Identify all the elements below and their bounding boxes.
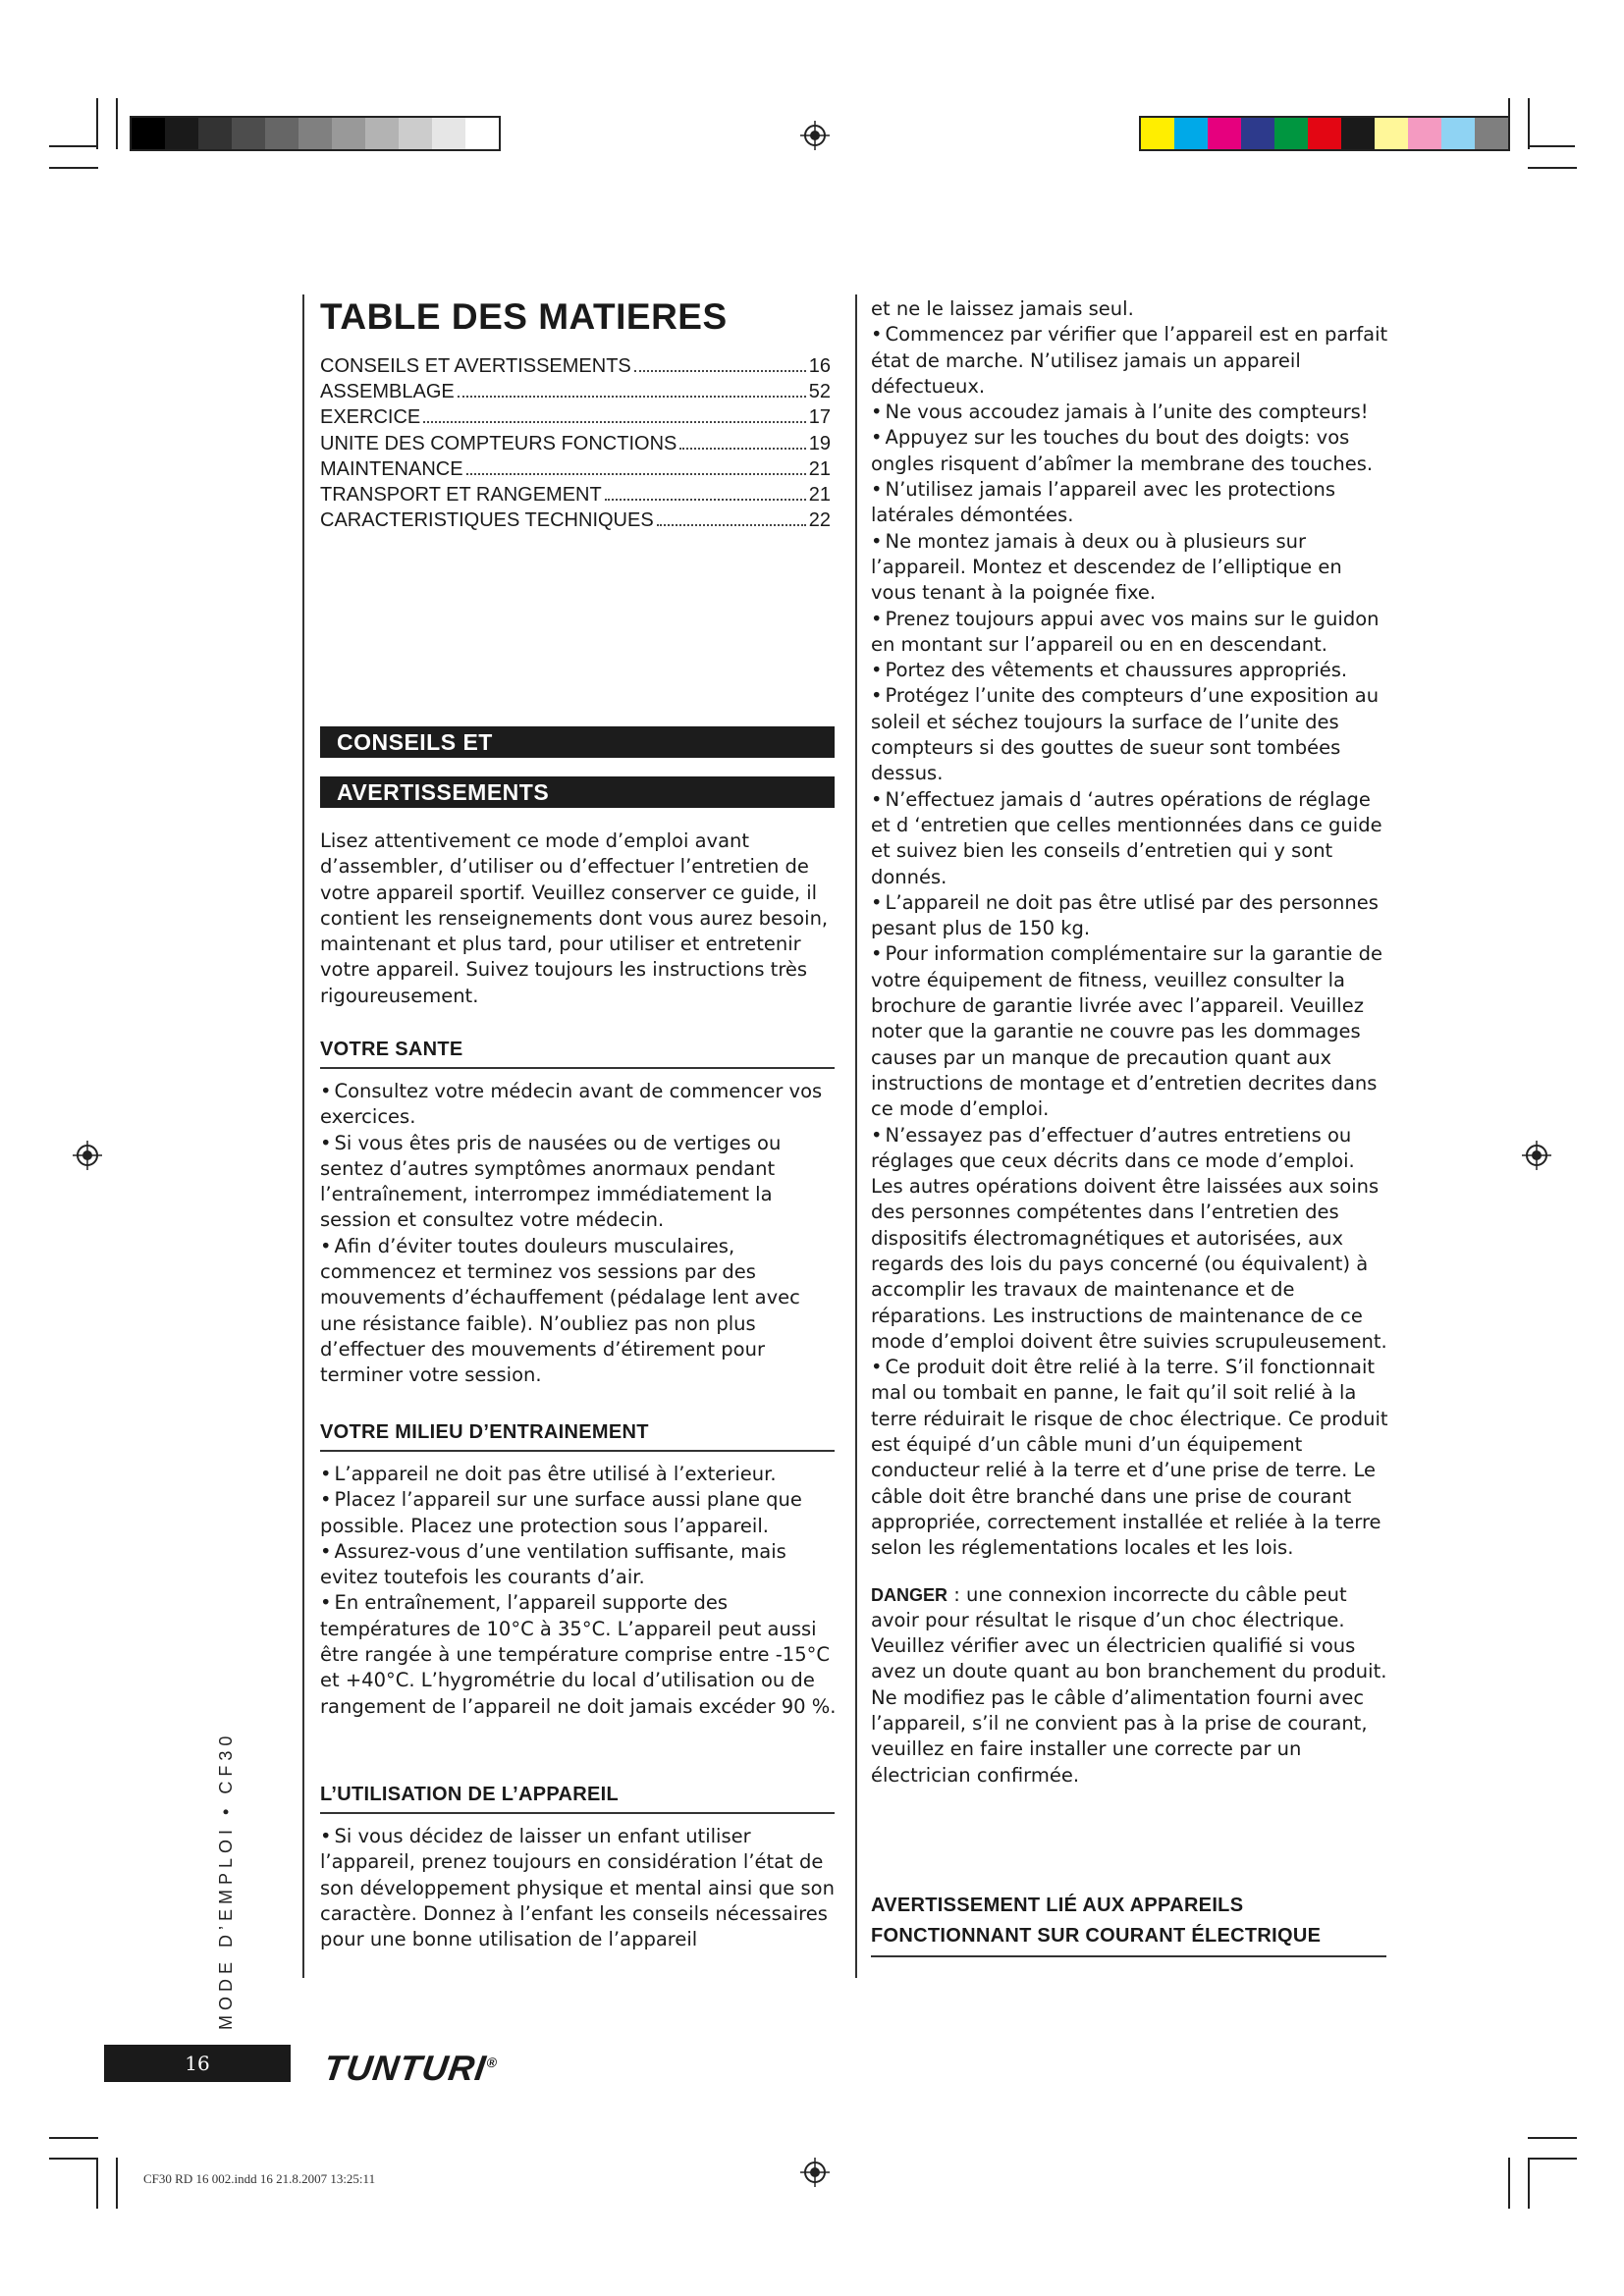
section-banner-line-1: CONSEILS ET: [320, 726, 835, 758]
toc-leader-dots: [657, 524, 806, 526]
sante-list: [320, 1079, 840, 1389]
list-item: • N’utilisez jamais l’appareil avec les protections latérales démontées.: [871, 477, 1391, 529]
danger-text: : une connexion incorrecte du câble peut avoir pour résultat le risque d’un choc électrique. Veuillez vérifier avec un électricien qualifié si vous avez un doute quant au bon branchement du produit. Ne modifiez pas le câble d’alimentation fourni avec l’appareil, s’il ne convient pas à la prise de courant, veuillez en faire installer une correcte par un électrician confirmée.: [871, 1582, 1387, 1787]
toc-entry-page: 17: [808, 406, 831, 429]
calibration-swatch: [232, 118, 265, 149]
toc-entry-page: 19: [808, 432, 831, 454]
registration-mark-icon: [800, 2158, 830, 2187]
crop-mark-br-v2: [1508, 2158, 1510, 2209]
toc-entry-page: 21: [808, 457, 831, 480]
crop-mark-br-h2: [1528, 2137, 1577, 2139]
crop-mark-tl-v2: [116, 98, 118, 149]
side-label: MODE D’EMPLOI • CF30: [216, 1731, 236, 2030]
left-column-rule: [302, 294, 304, 1978]
toc-leader-dots: [458, 396, 806, 398]
calibration-swatch: [298, 118, 332, 149]
toc-entry: [320, 456, 831, 482]
toc-leader-dots: [634, 370, 806, 372]
list-item: • Consultez votre médecin avant de commencer vos exercices.: [320, 1079, 840, 1131]
calibration-swatch: [1174, 118, 1208, 149]
calibration-swatch: [332, 118, 365, 149]
list-item: • Prenez toujours appui avec vos mains sur le guidon en montant sur l’appareil ou en en descendant.: [871, 607, 1391, 659]
calibration-swatch: [465, 118, 499, 149]
toc-entry-label: CONSEILS ET AVERTISSEMENTS: [320, 355, 631, 377]
list-item: • L’appareil ne doit pas être utlisé par des personnes pesant plus de 150 kg.: [871, 890, 1391, 942]
list-item: • Afin d’éviter toutes douleurs musculaires, commencez et terminez vos sessions par des mouvements d’échauffement (pédalage lent avec une résistance faible). N’oubliez pas non plus d’effectuer des mouvements d’étirement pour terminer votre session.: [320, 1234, 840, 1389]
list-item: • Appuyez sur les touches du bout des doigts: vos ongles risquent d’abîmer la membrane des touches.: [871, 425, 1391, 477]
heading-utilisation: L’UTILISATION DE L’APPAREIL: [320, 1784, 835, 1814]
crop-mark-tl-h: [49, 145, 96, 147]
list-item: • Commencez par vérifier que l’appareil est en parfait état de marche. N’utilisez jamais un appareil défectueux.: [871, 322, 1391, 400]
calibration-swatch: [1441, 118, 1475, 149]
right-column-text: [871, 296, 1391, 1789]
calibration-swatch: [1274, 118, 1308, 149]
crop-mark-br-h: [1528, 2158, 1577, 2160]
calibration-swatch: [432, 118, 465, 149]
brand-name: TUNTURI: [321, 2048, 489, 2088]
toc-entry-page: 22: [808, 509, 831, 532]
crop-mark-bl-h2: [49, 2137, 98, 2139]
section-banner-line-2: AVERTISSEMENTS: [320, 776, 835, 808]
calibration-swatch: [132, 118, 165, 149]
crop-mark-tl-h2: [49, 167, 98, 169]
list-item: • N’essayez pas d’effectuer d’autres entretiens ou réglages que ceux décrits dans ce mode d’emploi. Les autres opérations doivent être laissées aux soins des personnes compétentes dans l’entretien des dispositifs électromagnétiques et autorisées, aux regards des lois du pays concerné (ou équivalent) à accomplir les travaux de maintenance et de réparations. Les instructions de maintenance de ce mode d’emploi doivent être suivies scrupuleusement.: [871, 1123, 1391, 1356]
toc-entry-label: CARACTERISTIQUES TECHNIQUES: [320, 509, 654, 532]
calibration-swatch: [365, 118, 399, 149]
crop-mark-bl-v2: [116, 2158, 118, 2209]
toc-entry: [320, 353, 831, 379]
list-item: • Ne montez jamais à deux ou à plusieurs sur l’appareil. Montez et descendez de l’elliptique en vous tenant à la poignée fixe.: [871, 529, 1391, 607]
toc-entry: [320, 379, 831, 404]
heading-line-1: AVERTISSEMENT LIÉ AUX APPAREILS: [871, 1895, 1244, 1916]
toc-entry-label: EXERCICE: [320, 406, 421, 429]
list-item: • L’appareil ne doit pas être utilisé à l’exterieur.: [320, 1462, 840, 1487]
calibration-swatch: [1341, 118, 1375, 149]
intro-paragraph: [320, 828, 840, 1009]
calibration-swatch: [1208, 118, 1241, 149]
danger-paragraph: [871, 1582, 1391, 1789]
toc-entry: [320, 404, 831, 430]
milieu-list: [320, 1462, 840, 1720]
calibration-swatch: [1141, 118, 1174, 149]
center-column-rule: [855, 294, 857, 1978]
toc-entry-label: ASSEMBLAGE: [320, 381, 455, 403]
toc-entry-page: 21: [808, 484, 831, 507]
brand-logo: [321, 2048, 500, 2089]
list-item: • Si vous décidez de laisser un enfant utiliser l’appareil, prenez toujours en considération l’état de son développement physique et mental ainsi que son caractère. Donnez à l’enfant les conseils nécessaires pour une bonne utilisation de l’appareil: [320, 1824, 840, 1952]
toc-entry: [320, 482, 831, 507]
calibration-swatch: [1475, 118, 1508, 149]
list-item: • Si vous êtes pris de nausées ou de vertiges ou sentez d’autres symptômes anormaux pendant l’entraînement, interrompez immédiatement la session et consultez votre médecin.: [320, 1131, 840, 1234]
list-item: • Placez l’appareil sur une surface aussi plane que possible. Placez une protection sous l’appareil.: [320, 1487, 840, 1539]
crop-mark-tr-v: [1528, 98, 1530, 149]
file-info: CF30 RD 16 002.indd 16 21.8.2007 13:25:11: [143, 2171, 376, 2186]
crop-mark-tr-h: [1528, 145, 1575, 147]
toc-entry: [320, 507, 831, 533]
list-item: • Ce produit doit être relié à la terre. S’il fonctionnait mal ou tombait en panne, le fait qu’il soit relié à la terre réduirait le risque de choc électrique. Ce produit est équipé d’un câble muni d’un équipement conducteur relié à la terre et d’une prise de terre. Le câble doit être branché dans une prise de courant appropriée, correctement installée et reliée à la terre selon les réglementations locales et les lois.: [871, 1355, 1391, 1561]
brand-mark: ®: [485, 2055, 500, 2070]
toc-entry-label: MAINTENANCE: [320, 457, 463, 480]
calibration-swatch: [265, 118, 298, 149]
list-item: • Assurez-vous d’une ventilation suffisante, mais evitez toutefois les courants d’air.: [320, 1539, 840, 1591]
heading-avertissement-electrique: [871, 1891, 1386, 1957]
calibration-swatch: [165, 118, 198, 149]
safety-list: [871, 322, 1391, 1561]
list-item: • N’effectuez jamais d ‘autres opérations de réglage et d ‘entretien que celles mentionnées dans ce guide et suivez bien les conseils d’entretien qui y sont donnés.: [871, 787, 1391, 890]
calibration-swatch: [1408, 118, 1441, 149]
grayscale-calibration-bar: [130, 116, 501, 151]
heading-votre-sante: VOTRE SANTE: [320, 1039, 835, 1069]
calibration-swatch: [399, 118, 432, 149]
page-number: 16: [104, 2045, 291, 2082]
list-item: • Ne vous accoudez jamais à l’unite des compteurs!: [871, 400, 1391, 425]
color-calibration-bar: [1139, 116, 1510, 151]
toc-leader-dots: [679, 448, 805, 450]
registration-mark-icon: [800, 121, 830, 150]
toc-entry-label: TRANSPORT ET RANGEMENT: [320, 484, 602, 507]
crop-mark-tr-h2: [1528, 167, 1577, 169]
danger-label: DANGER: [871, 1584, 948, 1605]
toc-entry-page: 52: [808, 381, 831, 403]
table-of-contents: [320, 353, 831, 533]
crop-mark-bl-h: [49, 2158, 98, 2160]
calibration-swatch: [1308, 118, 1341, 149]
calibration-swatch: [198, 118, 232, 149]
heading-votre-milieu: VOTRE MILIEU D’ENTRAINEMENT: [320, 1421, 835, 1452]
crop-mark-bl-v: [96, 2158, 98, 2209]
heading-line-2: FONCTIONNANT SUR COURANT ÉLECTRIQUE: [871, 1925, 1322, 1947]
calibration-swatch: [1375, 118, 1408, 149]
toc-entry-page: 16: [808, 355, 831, 377]
continuation-text: et ne le laissez jamais seul.: [871, 297, 1134, 320]
calibration-swatch: [1241, 118, 1274, 149]
crop-mark-tl-v: [96, 98, 98, 149]
toc-leader-dots: [605, 499, 806, 501]
list-item: • En entraînement, l’appareil supporte des températures de 10°C à 35°C. L’appareil peut aussi être rangée à une température comprise entre -15°C et +40°C. L’hygrométrie du local d’utilisation ou de rangement de l’appareil ne doit jamais excéder 90 %.: [320, 1590, 840, 1719]
intro-text: Lisez attentivement ce mode d’emploi avant d’assembler, d’utiliser ou d’effectuer l’entretien de votre appareil sportif. Veuillez conserver ce guide, il contient les renseignements dont vous aurez besoin, maintenant et plus tard, pour utiliser et entretenir votre appareil. Suivez toujours les instructions très rigoureusement.: [320, 829, 829, 1007]
toc-entry-label: UNITE DES COMPTEURS FONCTIONS: [320, 432, 677, 454]
toc-leader-dots: [466, 473, 806, 475]
list-item: • Portez des vêtements et chaussures appropriés.: [871, 658, 1391, 683]
crop-mark-br-v: [1528, 2158, 1530, 2209]
registration-mark-icon: [73, 1141, 102, 1170]
toc-leader-dots: [423, 421, 806, 423]
list-item: • Protégez l’unite des compteurs d’une exposition au soleil et séchez toujours la surface de l’unite des compteurs si des gouttes de sueur sont tombées dessus.: [871, 683, 1391, 786]
page-title: TABLE DES MATIERES: [320, 296, 728, 337]
utilisation-list: [320, 1824, 840, 1952]
toc-entry: [320, 431, 831, 456]
list-item: • Pour information complémentaire sur la garantie de votre équipement de fitness, veuillez consulter la brochure de garantie livrée avec l’appareil. Veuillez noter que la garantie ne couvre pas les dommages causes par un manque de precaution quant aux instructions de montage et d’entretien decrites dans ce mode d’emploi.: [871, 941, 1391, 1122]
registration-mark-icon: [1522, 1141, 1551, 1170]
